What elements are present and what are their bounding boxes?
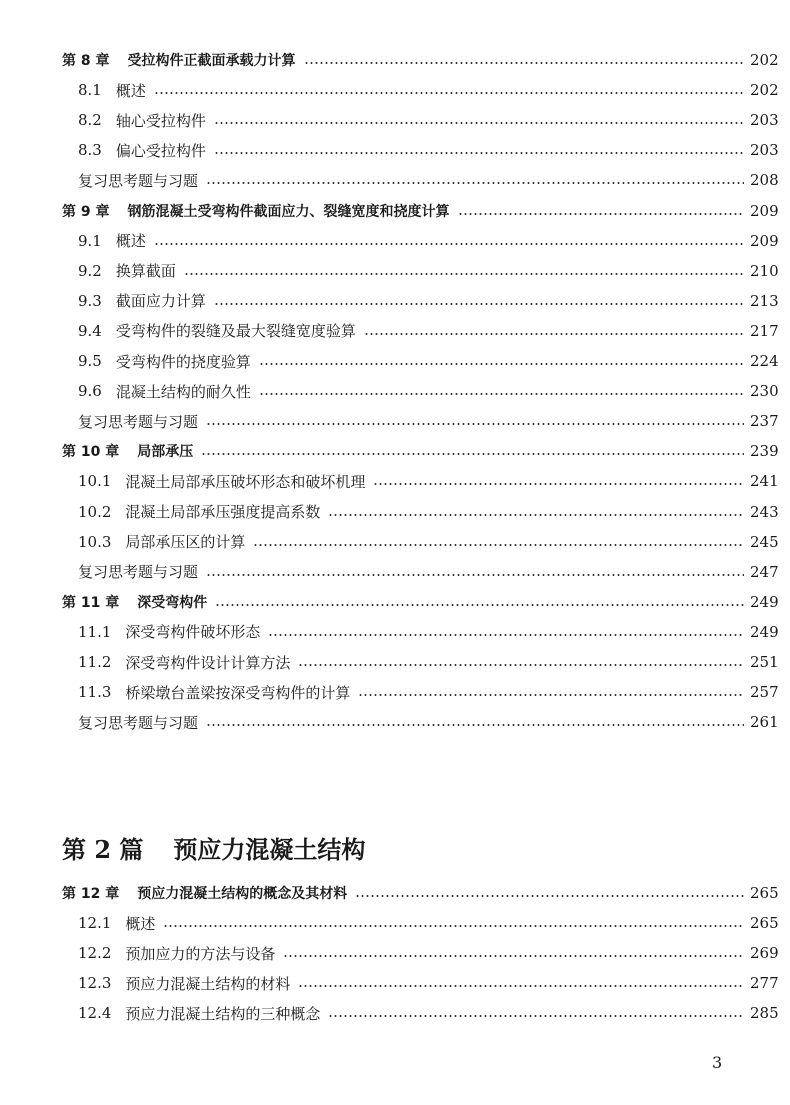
toc-entry-label	[0, 381, 251, 402]
toc-entry-number: 12.3	[78, 974, 112, 992]
toc-entry-page: 261	[750, 713, 779, 732]
part-number: 第 2 篇	[62, 835, 144, 864]
dot-leader	[364, 333, 744, 335]
toc-entry-title: 复习思考题与习题	[78, 563, 199, 582]
toc-entry-number: 10.3	[78, 532, 112, 551]
toc-entry-label	[0, 883, 347, 903]
dot-leader	[214, 152, 744, 154]
toc-entry-section	[0, 469, 790, 493]
toc-entry-page: 247	[750, 562, 779, 581]
dot-leader	[259, 363, 744, 365]
toc-entry-page: 269	[750, 944, 779, 962]
toc-entry-section	[0, 319, 790, 343]
toc-entry-page: 265	[750, 914, 779, 932]
toc-entry-number: 第 12 章	[62, 886, 120, 902]
toc-entry-section	[0, 911, 790, 935]
toc-entry-number: 11.1	[78, 622, 112, 641]
toc-entry-label	[0, 411, 198, 432]
toc-entry-label	[0, 471, 365, 492]
toc-entry-section	[0, 108, 790, 132]
toc-entry-label	[0, 501, 320, 522]
toc-entry-title: 受弯构件的裂缝及最大裂缝宽度验算	[115, 322, 356, 341]
toc-entry-title: 受拉构件正截面承载力计算	[127, 53, 296, 69]
toc-entry-number: 10.1	[78, 472, 112, 491]
dot-leader	[298, 664, 744, 666]
toc-entry-section	[0, 650, 790, 674]
dot-leader	[298, 985, 744, 987]
toc-entry-page: 251	[750, 653, 779, 671]
toc-entry-page: 209	[750, 201, 779, 220]
dot-leader	[201, 453, 744, 455]
toc-entry-label	[0, 260, 176, 281]
toc-entry-page: 245	[750, 532, 779, 551]
toc-entry-page: 249	[750, 622, 779, 641]
toc-entry-review	[0, 409, 790, 433]
toc-entry-number: 12.4	[78, 1004, 112, 1022]
dot-leader	[206, 182, 744, 184]
toc-entry-title: 局部承压	[137, 444, 194, 461]
toc-entry-title: 复习思考题与习题	[78, 713, 199, 732]
toc-entry-page: 265	[750, 884, 779, 902]
toc-entry-section	[0, 229, 790, 253]
toc-entry-title: 轴心受拉构件	[115, 111, 206, 130]
dot-leader	[214, 122, 744, 124]
toc-entry-title: 概述	[115, 81, 146, 100]
dot-leader	[206, 423, 744, 425]
toc-entry-page: 277	[750, 974, 779, 992]
toc-entry-review	[0, 710, 790, 734]
toc-entry-label	[0, 621, 260, 642]
part-title: 预应力混凝土结构	[173, 835, 366, 864]
toc-entry-title: 预加应力的方法与设备	[125, 944, 276, 963]
toc-entry-title: 预应力混凝土结构的三种概念	[125, 1004, 321, 1023]
toc-entry-label	[0, 320, 356, 341]
toc-entry-section	[0, 289, 790, 313]
part-heading	[62, 830, 365, 865]
toc-entry-number: 12.1	[78, 914, 112, 932]
toc-entry-section	[0, 379, 790, 403]
toc-entry-title: 概述	[125, 914, 156, 933]
toc-entry-number: 9.5	[78, 352, 102, 370]
toc-entry-title: 桥梁墩台盖梁按深受弯构件的计算	[125, 683, 351, 702]
toc-entry-title: 深受弯构件	[137, 594, 208, 611]
toc-entry-number: 第 10 章	[62, 444, 120, 461]
toc-entry-label	[0, 913, 155, 934]
toc-entry-section	[0, 1001, 790, 1025]
toc-entry-number: 9.3	[78, 291, 102, 310]
toc-entry-label	[0, 110, 206, 131]
toc-entry-number: 第 11 章	[62, 594, 120, 611]
toc-entry-label	[0, 230, 146, 251]
toc-entry-page: 249	[750, 592, 779, 611]
toc-entry-page: 202	[750, 81, 779, 100]
toc-entry-chapter	[0, 439, 790, 463]
toc-entry-title: 换算截面	[115, 262, 176, 281]
dot-leader	[184, 273, 744, 275]
dot-leader	[328, 514, 744, 516]
toc-entry-number: 8.1	[78, 81, 102, 100]
toc-entry-section	[0, 941, 790, 965]
toc-entry-page: 230	[750, 382, 779, 401]
toc-entry-page: 208	[750, 171, 779, 190]
toc-entry-section	[0, 78, 790, 102]
dot-leader	[163, 925, 744, 927]
toc-entry-page: 285	[750, 1004, 779, 1022]
toc-entry-number: 9.6	[78, 382, 102, 401]
page-number: 3	[712, 1053, 723, 1072]
toc-entry-label	[0, 351, 251, 372]
toc-entry-section	[0, 500, 790, 524]
toc-entry-section	[0, 680, 790, 704]
toc-entry-page: 241	[750, 472, 779, 491]
toc-entry-number: 9.2	[78, 261, 102, 280]
toc-entry-page: 217	[750, 321, 779, 340]
dot-leader	[259, 393, 744, 395]
toc-entry-title: 预应力混凝土结构的概念及其材料	[137, 886, 348, 902]
toc-entry-label	[0, 712, 198, 733]
toc-entry-title: 预应力混凝土结构的材料	[125, 974, 291, 993]
dot-leader	[214, 303, 744, 305]
toc-entry-page: 224	[750, 352, 779, 370]
toc-entry-page: 213	[750, 291, 779, 310]
toc-entry-label	[0, 80, 146, 101]
toc-entry-title: 偏心受拉构件	[115, 141, 206, 160]
toc-entry-title: 复习思考题与习题	[78, 412, 199, 431]
toc-entry-label	[0, 1003, 320, 1024]
toc-entry-number: 第 8 章	[62, 53, 110, 69]
dot-leader	[283, 955, 744, 957]
toc-entry-section	[0, 971, 790, 995]
toc-entry-label	[0, 531, 245, 552]
dot-leader	[355, 895, 744, 897]
dot-leader	[358, 694, 744, 696]
toc-entry-label	[0, 50, 296, 70]
toc-entry-label	[0, 943, 275, 964]
toc-entry-section	[0, 349, 790, 373]
toc-entry-title: 截面应力计算	[115, 292, 206, 311]
dot-leader	[328, 1015, 744, 1017]
toc-entry-title: 局部承压区的计算	[125, 533, 246, 552]
toc-entry-title: 混凝土局部承压强度提高系数	[125, 503, 321, 521]
toc-entry-section	[0, 259, 790, 283]
dot-leader	[154, 243, 744, 245]
dot-leader	[206, 574, 744, 576]
toc-entry-page: 203	[750, 111, 779, 130]
toc-entry-section	[0, 138, 790, 162]
toc-entry-section	[0, 620, 790, 644]
toc-entry-label	[0, 140, 206, 161]
toc-entry-label	[0, 592, 207, 612]
toc-entry-label	[0, 682, 350, 703]
toc-entry-title: 概述	[115, 232, 146, 251]
dot-leader	[154, 92, 744, 94]
toc-entry-page: 243	[750, 502, 779, 521]
toc-entry-number: 11.2	[78, 653, 112, 671]
toc-entry-number: 8.2	[78, 111, 102, 130]
toc-entry-page: 239	[750, 442, 779, 461]
toc-entry-title: 受弯构件的挠度验算	[115, 352, 251, 371]
toc-entry-label	[0, 561, 198, 582]
toc-entry-number: 9.1	[78, 231, 102, 250]
toc-entry-number: 第 9 章	[62, 203, 110, 220]
toc-entry-chapter	[0, 881, 790, 905]
toc-entry-title: 复习思考题与习题	[78, 171, 199, 190]
toc-entry-number: 9.4	[78, 321, 102, 340]
toc-entry-number: 8.3	[78, 141, 102, 160]
toc-entry-chapter	[0, 199, 790, 223]
toc-entry-title: 钢筋混凝土受弯构件截面应力、裂缝宽度和挠度计算	[127, 203, 450, 220]
toc-entry-chapter	[0, 590, 790, 614]
dot-leader	[206, 724, 744, 726]
dot-leader	[373, 483, 744, 485]
toc-entry-page: 257	[750, 683, 779, 702]
toc-entry-title: 深受弯构件设计计算方法	[125, 653, 291, 672]
toc-entry-review	[0, 560, 790, 584]
toc-entry-label	[0, 201, 450, 221]
dot-leader	[253, 544, 744, 546]
toc-entry-review	[0, 168, 790, 192]
toc-entry-label	[0, 441, 193, 461]
toc-entry-section	[0, 530, 790, 554]
toc-entry-page: 210	[750, 261, 779, 280]
toc-entry-page: 202	[750, 51, 779, 69]
dot-leader	[215, 604, 744, 606]
toc-entry-chapter	[0, 48, 790, 72]
toc-entry-label	[0, 170, 198, 191]
toc-entry-label	[0, 290, 206, 311]
dot-leader	[304, 62, 745, 64]
toc-entry-title: 混凝土局部承压破坏形态和破坏机理	[125, 472, 366, 491]
dot-leader	[458, 213, 745, 215]
toc-entry-page: 203	[750, 141, 779, 160]
toc-entry-number: 11.3	[78, 683, 112, 702]
dot-leader	[268, 634, 744, 636]
toc-entry-label	[0, 652, 290, 673]
toc-entry-page: 237	[750, 412, 779, 431]
toc-entry-label	[0, 973, 290, 994]
toc-entry-title: 深受弯构件破坏形态	[125, 623, 261, 642]
toc-entry-number: 10.2	[78, 502, 112, 521]
toc-entry-number: 12.2	[78, 944, 112, 962]
toc-entry-title: 混凝土结构的耐久性	[115, 382, 251, 401]
toc-entry-page: 209	[750, 231, 779, 250]
